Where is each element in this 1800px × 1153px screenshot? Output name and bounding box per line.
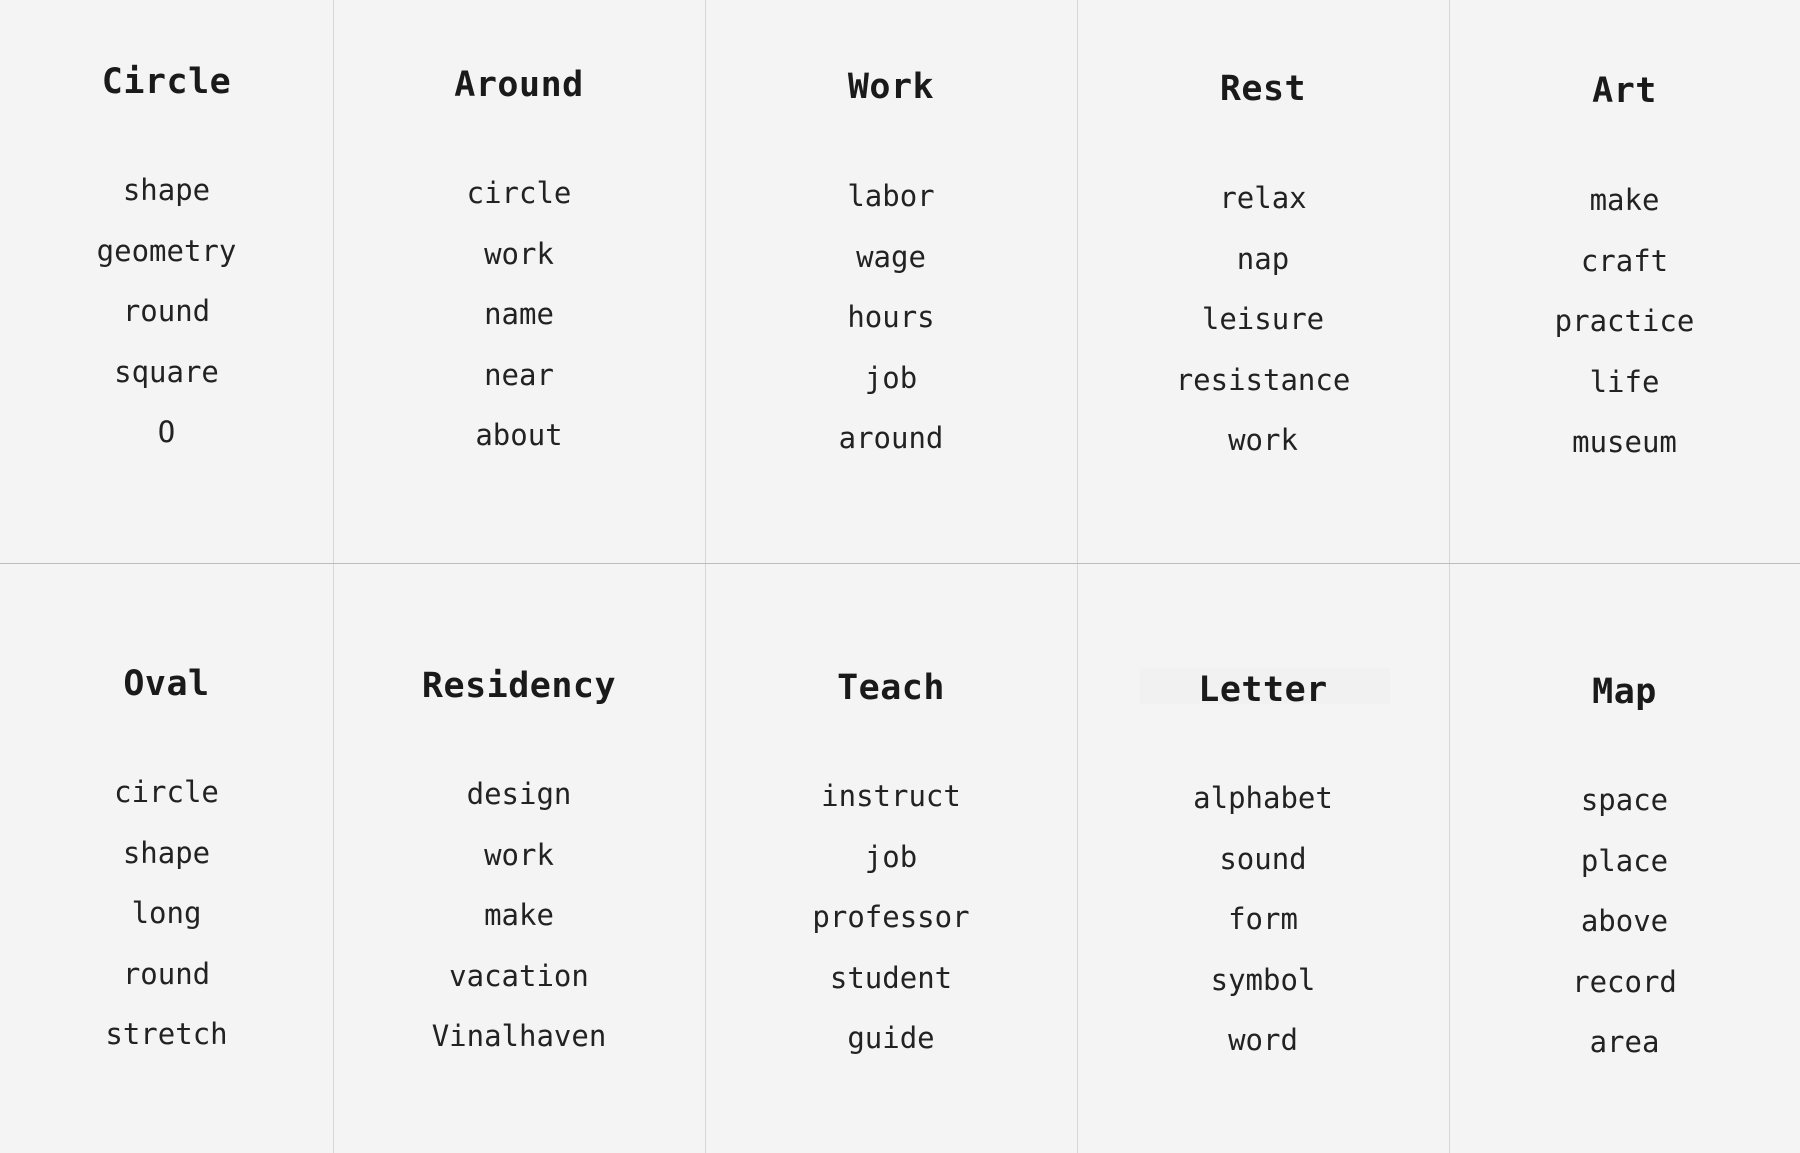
card-word: wage [856,239,926,274]
card-word: make [1589,183,1660,217]
word-card [705,564,1077,1127]
card-word: make [484,898,554,932]
card-word: around [838,421,944,455]
card-word: symbol [1210,962,1316,997]
word-card [333,0,705,563]
card-word: hours [847,300,935,334]
card-word: instruct [821,779,961,813]
card-word: sound [1219,841,1307,876]
card-word-list [1449,170,1800,473]
card-word: resistance [1175,362,1351,397]
card-word-list [1077,768,1449,1071]
card-word: near [484,357,554,392]
card-word-list [705,166,1077,469]
card-title: Around [454,65,584,105]
card-word: place [1580,843,1669,878]
card-word: geometry [96,233,237,268]
word-card [1449,564,1800,1127]
card-word: practice [1554,304,1695,338]
word-card [0,564,333,1127]
card-word: above [1580,904,1669,938]
card-title: Map [1592,672,1657,712]
card-title: Circle [101,62,232,102]
card-word: round [122,294,211,328]
card-word: vacation [449,958,589,993]
card-word: labor [847,179,935,213]
card-word: craft [1580,243,1669,278]
card-word: long [131,896,202,930]
card-word-list [705,766,1077,1069]
card-word: name [484,297,554,331]
card-word: guide [847,1021,935,1055]
word-card [333,564,705,1127]
word-card [705,0,1077,563]
card-word: space [1580,783,1669,817]
card-word: Vinalhaven [431,1019,607,1053]
card-word: record [1572,964,1677,999]
word-card [1077,0,1449,563]
card-word: word [1228,1023,1298,1057]
card-word-list [1077,168,1449,471]
card-word: O [157,415,176,449]
card-word: design [466,777,572,811]
card-word: form [1228,902,1298,936]
card-title: Art [1592,71,1657,111]
card-word-list [0,762,333,1065]
card-word: square [114,354,219,389]
card-word-list [333,764,705,1067]
card-title: Work [847,67,935,107]
card-word: leisure [1201,302,1325,336]
card-word: alphabet [1193,781,1333,815]
card-title: Rest [1219,69,1307,109]
card-word: circle [114,775,219,809]
word-card [1077,564,1449,1127]
card-word: museum [1572,425,1677,459]
card-row-bottom [0,564,1800,1127]
card-word: work [484,236,554,271]
card-word: shape [122,835,211,870]
card-word: about [475,418,563,452]
word-card [1449,0,1800,563]
card-row-top [0,0,1800,563]
card-title: Letter [1198,670,1328,710]
card-word: shape [122,173,211,207]
card-word: round [122,956,211,991]
card-word: area [1589,1025,1660,1059]
card-word: professor [812,900,970,934]
card-title: Residency [421,666,617,706]
card-word: work [1228,423,1298,457]
card-title: Teach [837,668,945,708]
card-word: work [484,837,554,872]
card-title: Oval [123,664,210,704]
card-word-list [0,160,333,463]
card-word: nap [1236,241,1290,276]
card-word: student [829,960,953,995]
card-word: circle [466,176,572,210]
card-word: job [864,360,918,395]
word-card [0,0,333,563]
card-word: stretch [105,1017,228,1051]
card-word: job [864,839,918,874]
card-word-list [333,163,705,466]
card-word: life [1589,364,1660,399]
card-word-list [1449,770,1800,1073]
card-word: relax [1219,181,1307,215]
